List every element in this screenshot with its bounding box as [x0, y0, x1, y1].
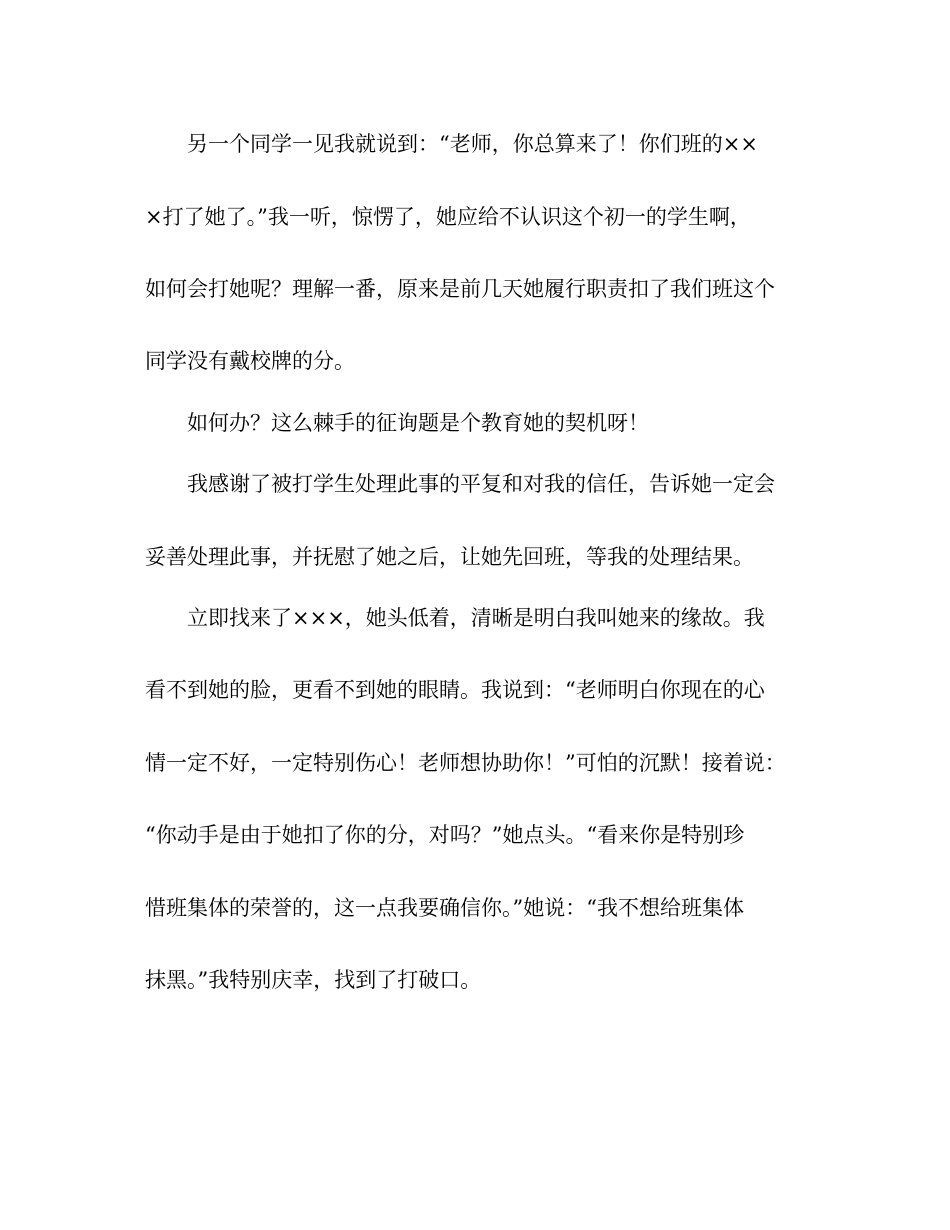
paragraph-1-line-3: 如何会打她呢？理解一番，原来是前几天她履行职责扣了我们班这个 [145, 277, 775, 301]
paragraph-4-line-6: 抹黑。”我特别庆幸，找到了打破口。 [145, 968, 482, 992]
paragraph-4-line-4: “你动手是由于她扣了你的分，对吗？”她点头。“看来你是特别珍 [145, 823, 745, 847]
paragraph-4-line-5: 惜班集体的荣誉的，这一点我要确信你。”她说：“我不想给班集体 [145, 896, 744, 920]
paragraph-4-line-2: 看不到她的脸，更看不到她的眼睛。我说到：“老师明白你现在的心 [145, 678, 765, 702]
paragraph-1-line-1: 另一个同学一见我就说到：“老师，你总算来了！你们班的×× [187, 132, 758, 156]
paragraph-3-line-2: 妥善处理此事，并抚慰了她之后，让她先回班，等我的处理结果。 [145, 545, 754, 569]
paragraph-1-line-4: 同学没有戴校牌的分。 [145, 349, 355, 373]
paragraph-4-line-3: 情一定不好，一定特别伤心！老师想协助你！”可怕的沉默！接着说： [145, 751, 786, 775]
paragraph-2-line-1: 如何办？这么棘手的征询题是个教育她的契机呀！ [187, 411, 649, 435]
paragraph-4-line-1: 立即找来了×××，她头低着，清晰是明白我叫她来的缘故。我 [187, 606, 765, 630]
paragraph-1-line-2: ×打了她了。”我一听，惊愣了，她应给不认识这个初一的学生啊， [145, 205, 751, 229]
paragraph-3-line-1: 我感谢了被打学生处理此事的平复和对我的信任，告诉她一定会 [187, 472, 775, 496]
